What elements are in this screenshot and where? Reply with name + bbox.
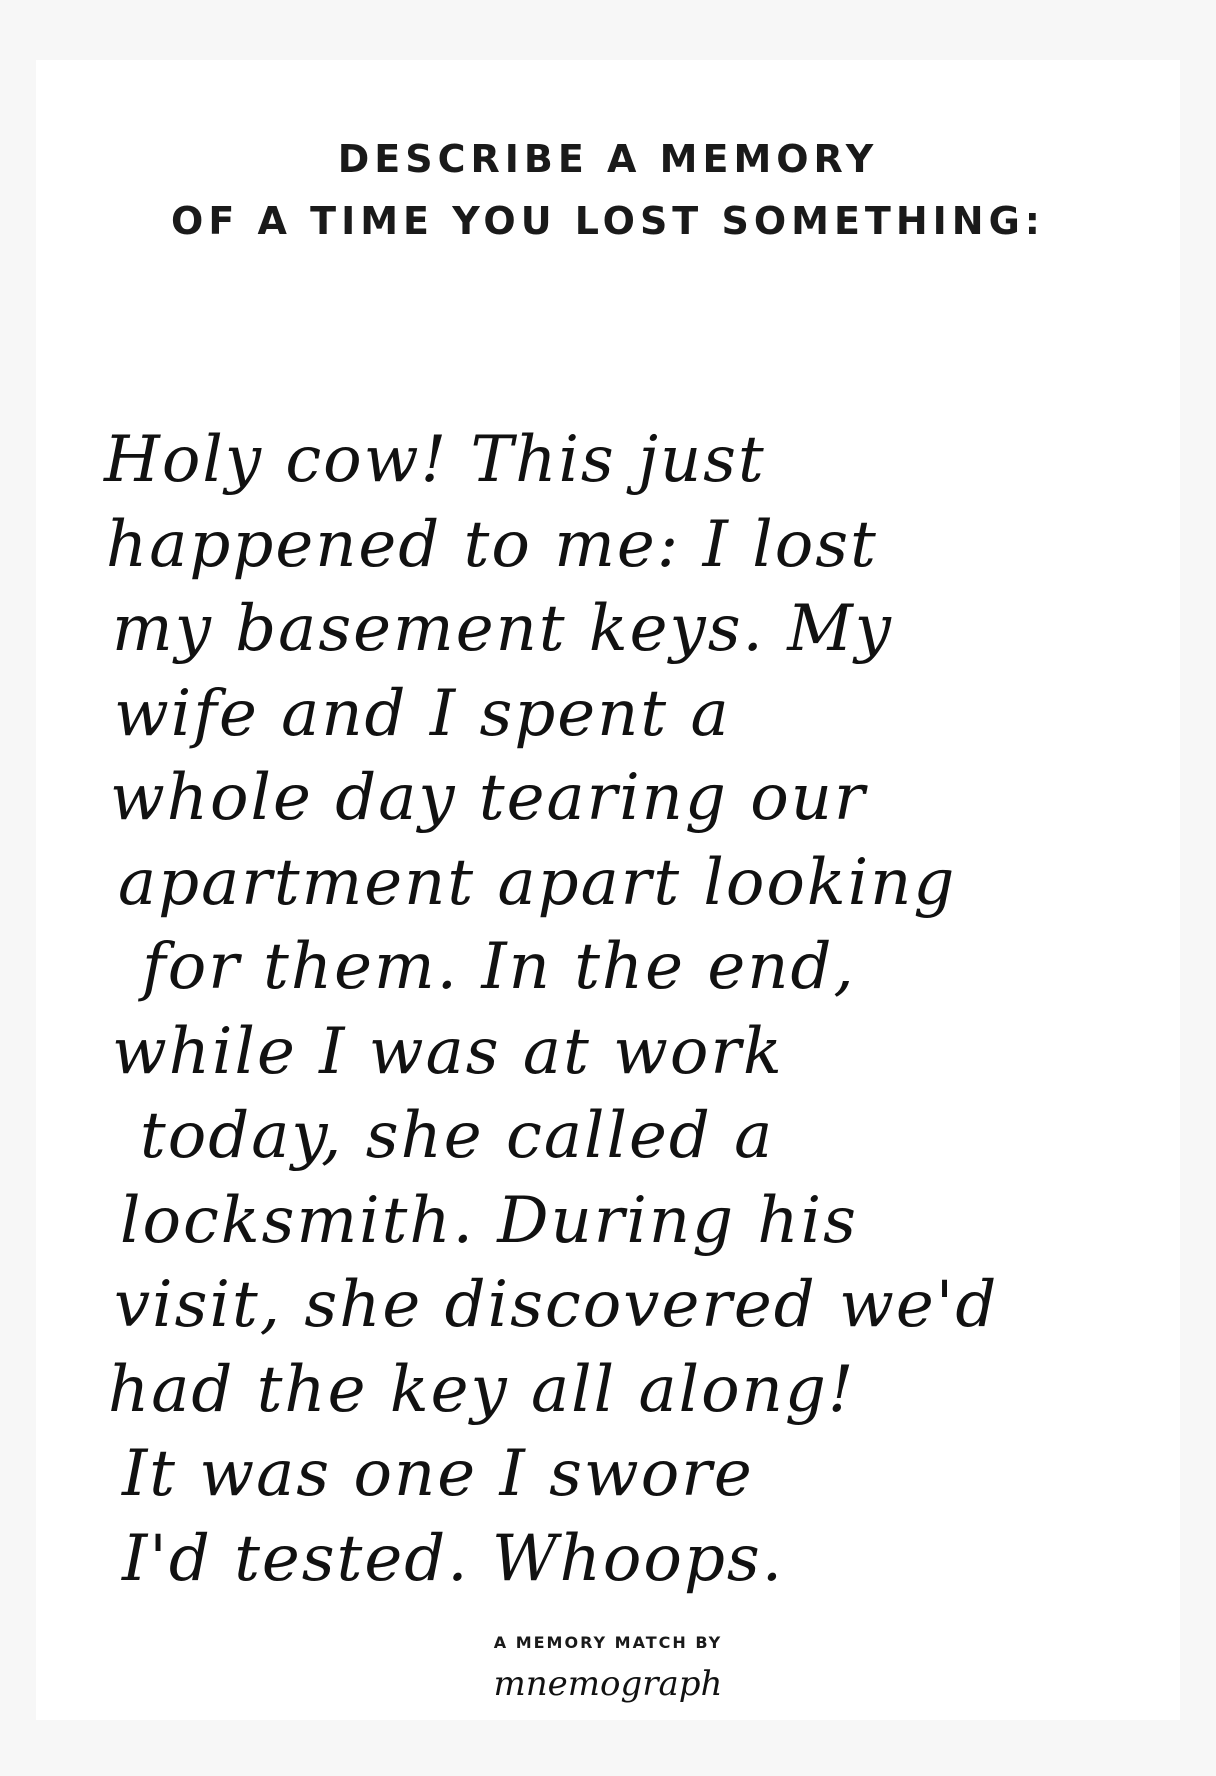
response-line: happened to me: I lost xyxy=(106,507,878,582)
response-line: whole day tearing our xyxy=(110,761,867,835)
response-line: my basement keys. My xyxy=(112,592,893,666)
response-line: I'd tested. Whoops. xyxy=(122,1521,785,1596)
response-line: wife and I spent a xyxy=(114,676,731,751)
response-line: for them. In the end, xyxy=(142,930,856,1004)
prompt-line-2: OF A TIME YOU LOST SOMETHING: xyxy=(171,199,1045,243)
response-line: had the key all along! xyxy=(108,1352,856,1427)
prompt-heading xyxy=(0,128,1216,252)
footer-label: A MEMORY MATCH BY xyxy=(493,1633,723,1652)
response-line: locksmith. During his xyxy=(120,1183,858,1258)
response-line: Holy cow! This just xyxy=(104,423,766,497)
brand-logo: mnemograph xyxy=(493,1664,723,1704)
response-line: today, she called a xyxy=(140,1099,775,1173)
response-line: while I was at work xyxy=(112,1014,784,1089)
response-line: apartment apart looking xyxy=(118,845,957,920)
prompt-line-1: DESCRIBE A MEMORY xyxy=(337,137,879,181)
response-line: visit, she discovered we'd xyxy=(114,1268,999,1342)
response-line: It was one I swore xyxy=(122,1437,754,1511)
handwritten-response xyxy=(92,418,1152,1601)
